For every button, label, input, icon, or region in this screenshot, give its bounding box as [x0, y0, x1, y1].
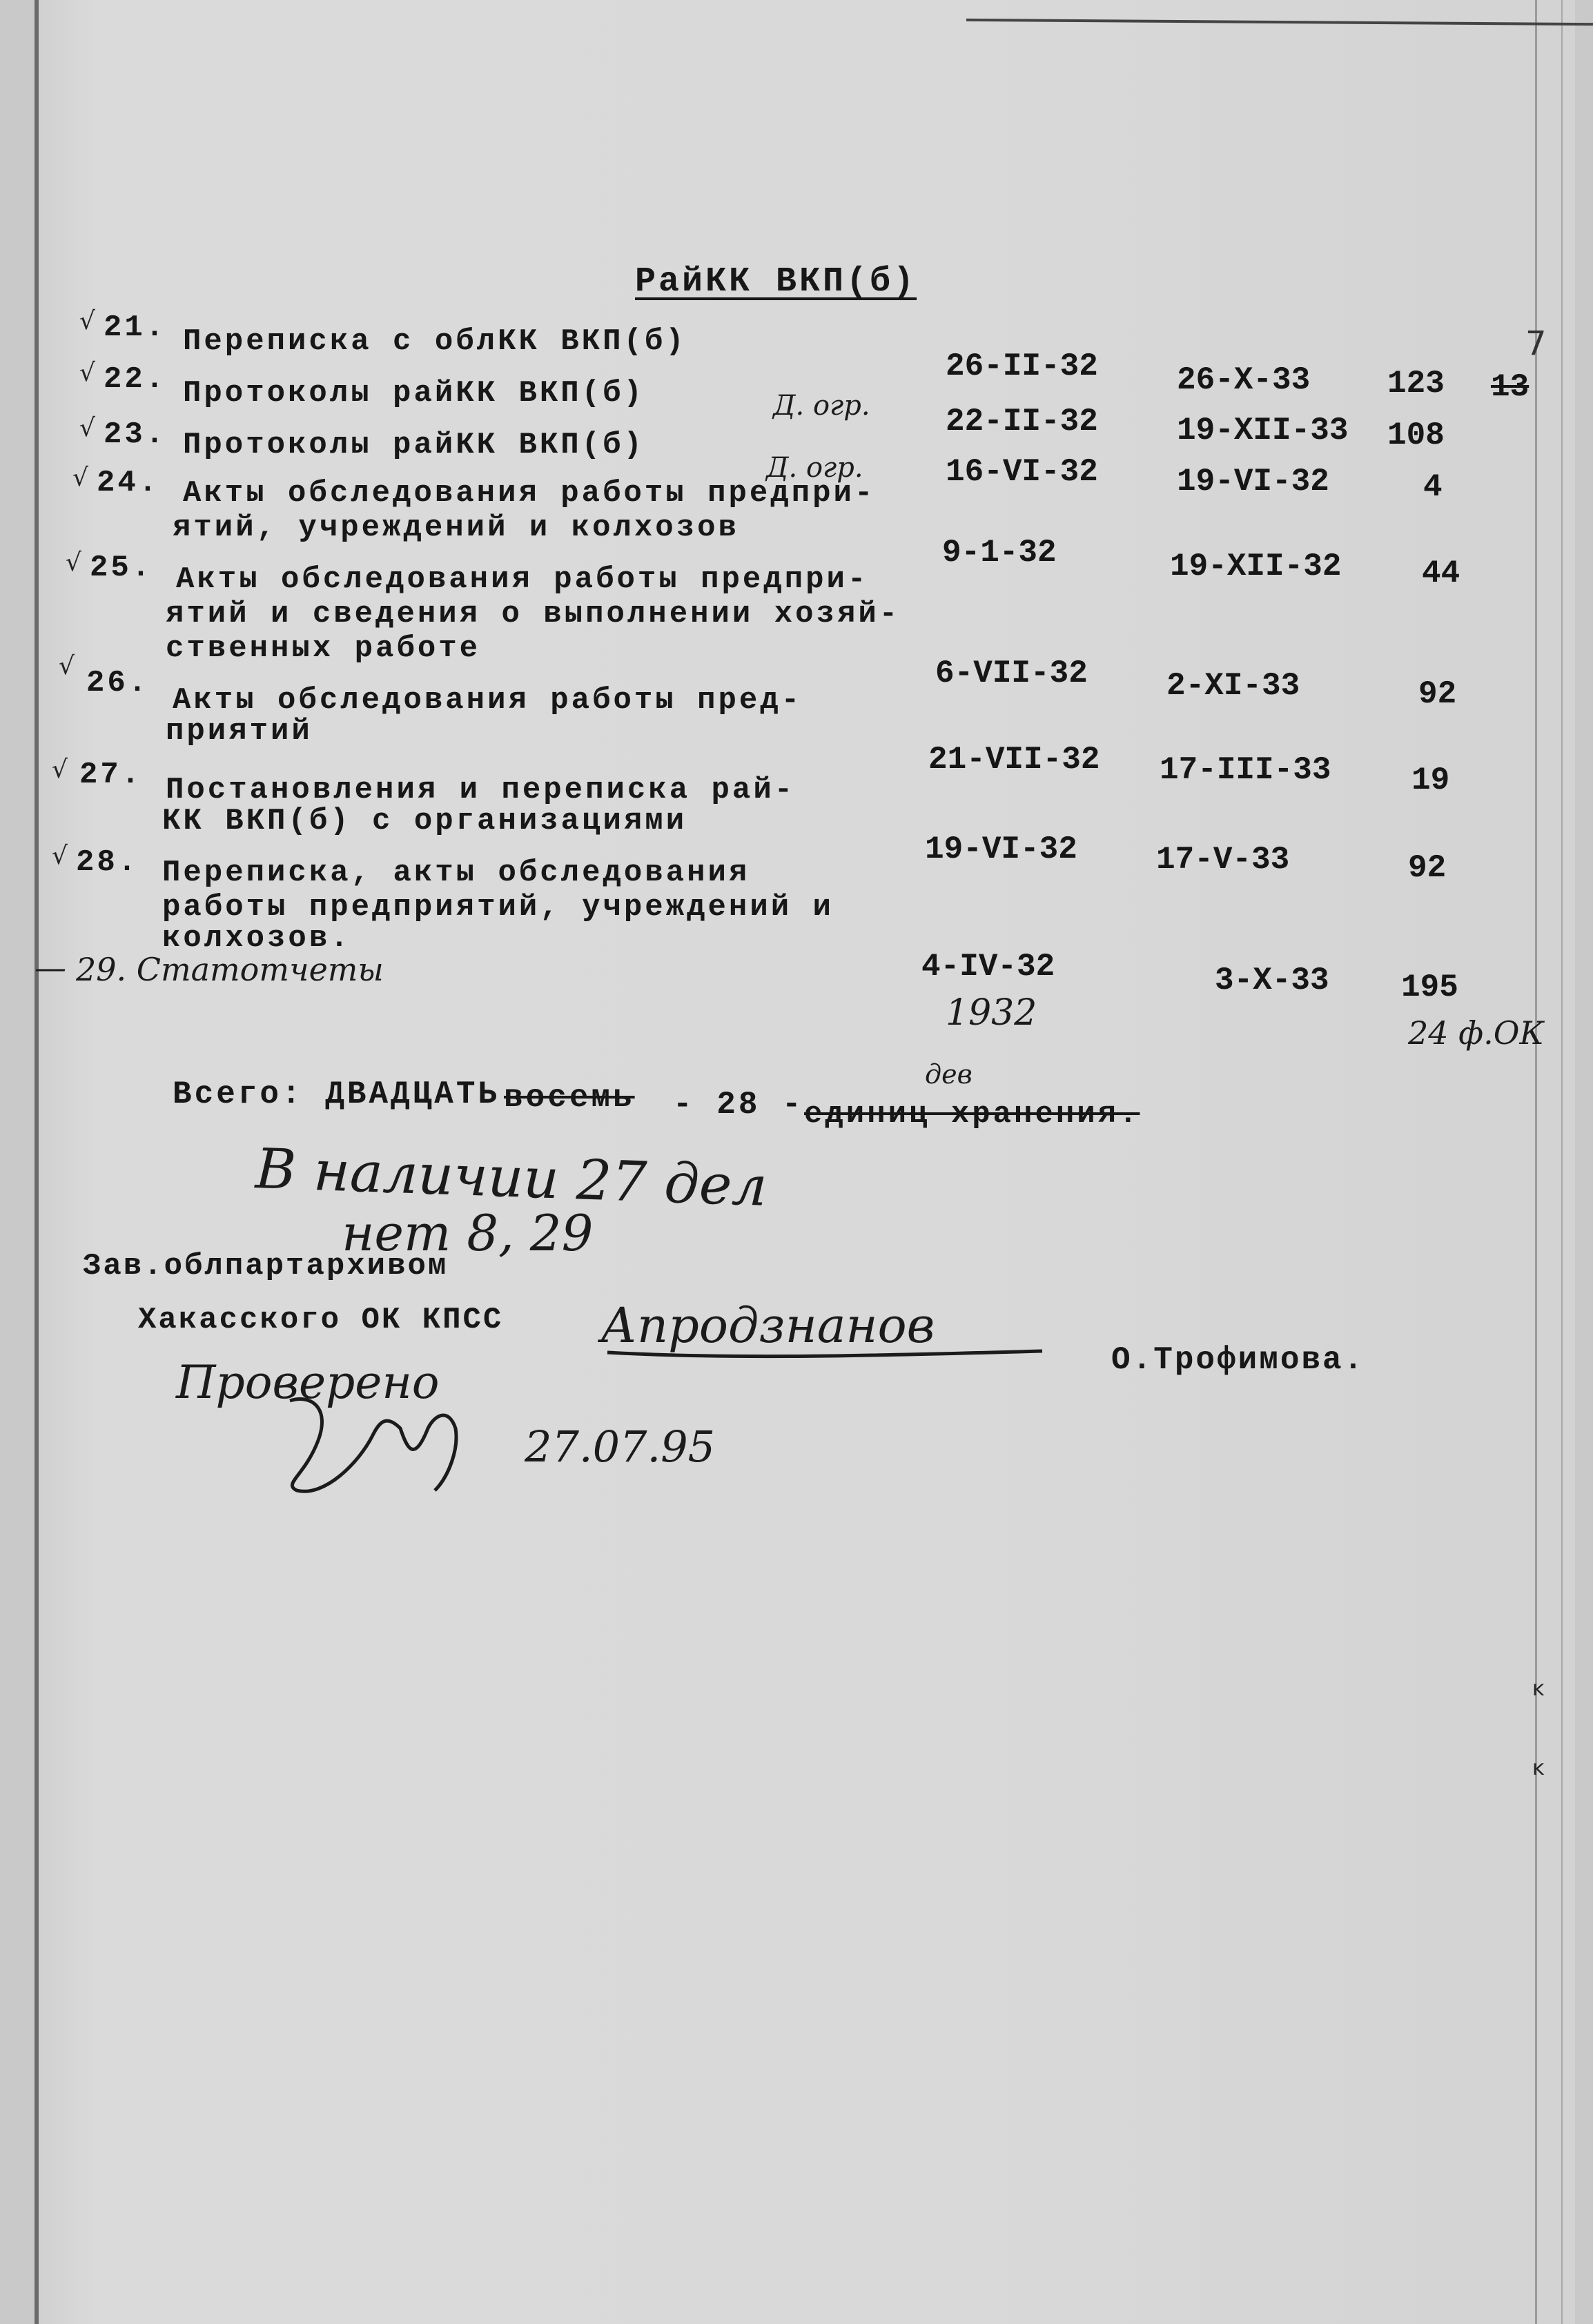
page-number: 7 [1525, 324, 1547, 363]
date-start: 26-II-32 [946, 348, 1098, 384]
item-title-line: Акты обследования работы предпри- [176, 562, 869, 597]
sheet-count: 92 [1418, 676, 1457, 712]
date-end: 17-III-33 [1160, 752, 1331, 788]
item-title-line: КК ВКП(б) с организациями [162, 804, 687, 838]
item-title-line: ственных работе [166, 631, 481, 666]
verified-label: Проверено [176, 1356, 440, 1409]
check-mark: √ [52, 756, 68, 784]
check-mark: √ [66, 549, 81, 577]
total-overwrite: дев [925, 1059, 973, 1090]
date-end: 17-V-33 [1156, 842, 1290, 878]
date-end: 26-X-33 [1177, 362, 1311, 398]
check-mark: √ [72, 464, 88, 492]
item-title-line: Переписка с облКК ВКП(б) [183, 324, 687, 359]
section-heading: РайКК ВКП(б) [635, 262, 917, 302]
handwritten-item: 29. Статотчеты [76, 951, 384, 988]
handwritten-year: 1932 [946, 992, 1037, 1034]
availability-line: нет 8, 29 [342, 1204, 594, 1262]
item-number: 24. [97, 466, 160, 500]
total-struck-word: восемь [504, 1080, 635, 1116]
dash-mark: — [35, 949, 66, 986]
check-mark: √ [79, 307, 95, 335]
signature-scrawl: Апродзнанов [600, 1297, 935, 1354]
item-title-line: ятий и сведения о выполнении хозяй- [166, 597, 901, 631]
item-number: 21. [104, 311, 167, 345]
date-start: 21-VII-32 [928, 742, 1100, 778]
date-start: 6-VII-32 [935, 656, 1088, 691]
total-tail: единиц хранения. [804, 1097, 1140, 1132]
item-title-line: работы предприятий, учреждений и [162, 890, 834, 925]
item-title-line: приятий [166, 714, 313, 749]
verifier-initials-scrawl [269, 1387, 490, 1504]
signature-underline [594, 1290, 1049, 1387]
date-end: 19-VI-32 [1177, 464, 1329, 500]
item-title-line: Протоколы райКК ВКП(б) [183, 428, 645, 462]
date-end: 19-XII-33 [1177, 413, 1349, 449]
sheet-count: 44 [1422, 555, 1460, 591]
margin-tick: ĸ [1532, 1756, 1545, 1780]
item-title-line: Переписка, акты обследования [162, 856, 750, 890]
check-mark: √ [79, 359, 95, 387]
total-prefix: Всего: ДВАДЦАТЬ [173, 1076, 500, 1112]
date-start: 19-VI-32 [925, 831, 1077, 867]
check-mark: √ [79, 414, 95, 442]
item-number: 26. [86, 666, 150, 700]
sheet-count: 195 [1401, 969, 1458, 1005]
date-end: 2-XI-33 [1166, 668, 1300, 704]
handwritten-note: Д. огр. [766, 452, 863, 484]
verified-date: 27.07.95 [525, 1421, 716, 1472]
date-start: 9-1-32 [942, 535, 1057, 571]
handwritten-note: Д. огр. [773, 390, 870, 422]
sheet-count: 123 [1387, 366, 1445, 402]
total-number: - 28 - [673, 1087, 804, 1123]
date-start: 4-IV-32 [921, 949, 1055, 985]
item-title-line: Акты обследования работы предпри- [183, 476, 876, 511]
item-title-line: колхозов. [162, 921, 351, 956]
item-number: 25. [90, 551, 153, 585]
date-end: 19-XII-32 [1170, 549, 1342, 584]
sheet-count: 4 [1423, 469, 1443, 505]
date-end: 3-X-33 [1215, 963, 1329, 998]
margin-tick: ĸ [1532, 1677, 1545, 1701]
date-start: 16-VI-32 [946, 454, 1098, 490]
check-mark: √ [52, 842, 68, 870]
signatory-name: О.Трофимова. [1111, 1342, 1365, 1378]
sheet-count: 92 [1408, 850, 1447, 886]
item-number: 22. [104, 362, 167, 397]
item-number: 28. [76, 845, 139, 880]
handwritten-count: 24 ф.ОК [1408, 1014, 1545, 1052]
page-edge-line-outer [1561, 0, 1563, 2324]
binding-edge [35, 0, 39, 2324]
item-number: 23. [104, 417, 167, 452]
availability-line: В наличии 27 дел [254, 1136, 768, 1219]
check-mark: √ [59, 652, 75, 680]
signatory-title: Хакасского ОК КПСС [138, 1303, 504, 1337]
item-title-line: Протоколы райКК ВКП(б) [183, 376, 645, 411]
sheet-count: 108 [1387, 417, 1445, 453]
signatory-title: Зав.облпартархивом [83, 1249, 449, 1283]
item-title-line: ятий, учреждений и колхозов [173, 511, 739, 545]
item-number: 27. [79, 758, 143, 792]
item-title-line: Акты обследования работы пред- [173, 683, 803, 718]
item-title-line: Постановления и переписка рай- [166, 773, 796, 807]
date-start: 22-II-32 [946, 404, 1098, 440]
sheet-count: 19 [1411, 762, 1450, 798]
sheet-count-struck: 13 [1491, 369, 1530, 405]
